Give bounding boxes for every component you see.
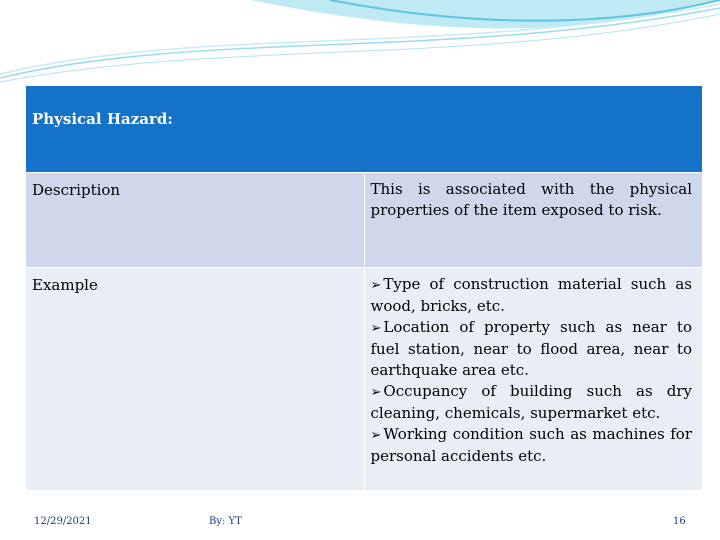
hazard-table: [25, 85, 703, 491]
arrow-bullet-icon: ➢: [370, 278, 382, 293]
page-number: 16: [673, 516, 686, 527]
list-item: ➢ Occupancy of building such as dry cleaning, chemicals, supermarket etc.: [370, 382, 692, 422]
table-row: [26, 173, 703, 268]
footer-date: 12/29/2021: [34, 516, 92, 527]
description-text: This is associated with the physical properties of the item exposed to risk.: [364, 173, 703, 268]
arrow-bullet-icon: ➢: [370, 428, 382, 443]
list-item: ➢ Working condition such as machines for personal accidents etc.: [370, 425, 692, 465]
footer-author: By: YT: [209, 516, 242, 527]
table-header: Physical Hazard:: [26, 86, 703, 173]
header-wave-decoration: [0, 0, 720, 90]
description-label: Description: [26, 173, 365, 268]
list-item: ➢ Location of property such as near to fuel station, near to flood area, near to earthquake area etc.: [370, 318, 692, 379]
arrow-bullet-icon: ➢: [370, 385, 382, 400]
table-row: [26, 268, 703, 491]
arrow-bullet-icon: ➢: [370, 321, 382, 336]
example-bullets: [364, 268, 703, 491]
example-label: Example: [26, 268, 365, 491]
list-item: ➢ Type of construction material such as wood, bricks, etc.: [370, 275, 692, 315]
